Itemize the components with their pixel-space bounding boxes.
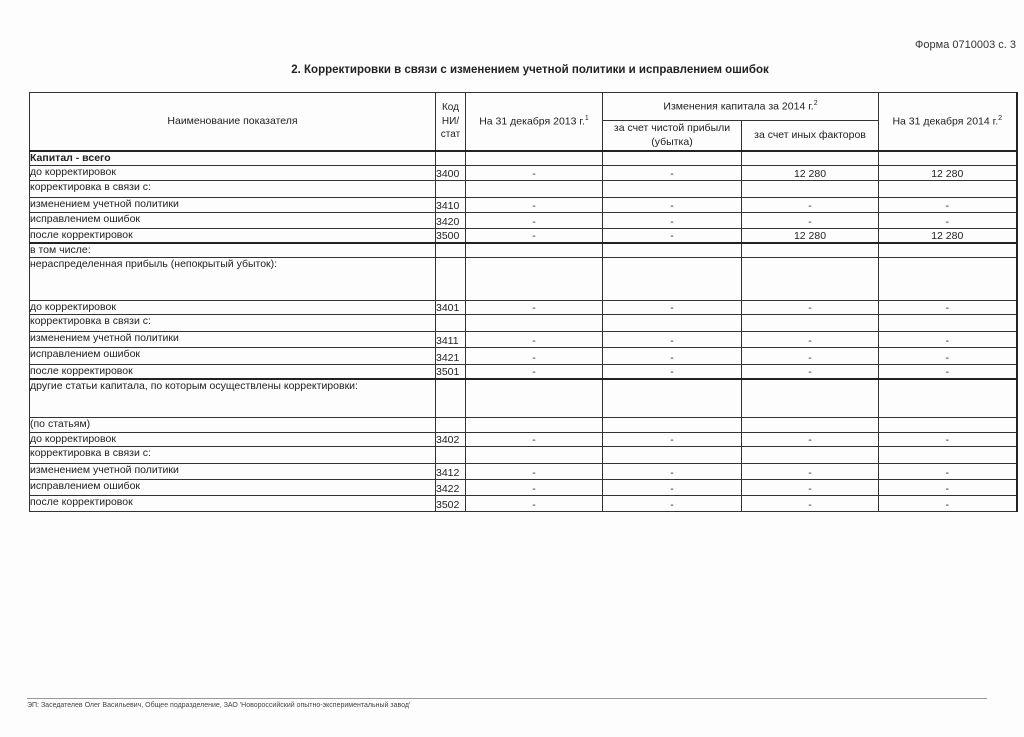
row-label: изменением учетной политики (30, 464, 436, 480)
row-label: после корректировок (30, 496, 436, 512)
row-value: - (603, 165, 742, 180)
row-label: Капитал - всего (30, 151, 436, 166)
row-value: - (603, 464, 742, 480)
row-label: корректировка в связи с: (30, 447, 436, 464)
table-row (30, 496, 1017, 512)
row-code: 3410 (436, 197, 466, 213)
row-value (742, 379, 879, 417)
row-value: - (466, 348, 603, 365)
row-label: до корректировок (30, 432, 436, 447)
row-value: - (879, 332, 1017, 348)
row-value: - (742, 348, 879, 365)
row-value: - (742, 432, 879, 447)
header-other-factors: за счет иных факторов (742, 121, 879, 151)
row-label: после корректировок (30, 364, 436, 379)
table-row (30, 151, 1017, 166)
row-value (466, 379, 603, 417)
row-value (742, 315, 879, 332)
row-value (603, 417, 742, 432)
row-value: - (603, 197, 742, 213)
row-value (879, 417, 1017, 432)
row-value: - (879, 464, 1017, 480)
row-value: - (742, 300, 879, 315)
row-value: - (603, 229, 742, 243)
header-dec2013: На 31 декабря 2013 г.$^1$ (466, 93, 603, 151)
row-value (879, 151, 1017, 166)
row-label: исправлением ошибок (30, 213, 436, 229)
row-label: в том числе: (30, 243, 436, 258)
row-value: - (466, 197, 603, 213)
row-value: - (603, 348, 742, 365)
row-code (436, 315, 466, 332)
header-dec2014: На 31 декабря 2014 г.$^2$ (879, 93, 1017, 151)
row-code (436, 258, 466, 300)
table-row (30, 315, 1017, 332)
row-value: - (879, 364, 1017, 379)
row-value (603, 180, 742, 197)
table-row (30, 480, 1017, 496)
row-value: - (603, 480, 742, 496)
table-row (30, 243, 1017, 258)
row-value: - (742, 480, 879, 496)
table-row (30, 213, 1017, 229)
row-value: - (466, 213, 603, 229)
row-value: 12 280 (879, 165, 1017, 180)
row-code: 3421 (436, 348, 466, 365)
row-value: - (603, 364, 742, 379)
row-value (603, 379, 742, 417)
table-row (30, 300, 1017, 315)
row-value: - (879, 496, 1017, 512)
row-value: - (466, 432, 603, 447)
header-code: Код НИ/ стат (436, 93, 466, 151)
row-code (436, 180, 466, 197)
row-value: - (603, 213, 742, 229)
row-value: - (742, 464, 879, 480)
row-value (603, 258, 742, 300)
table-row (30, 180, 1017, 197)
table-row (30, 364, 1017, 379)
row-label: до корректировок (30, 165, 436, 180)
row-code: 3420 (436, 213, 466, 229)
table-row (30, 379, 1017, 417)
row-value: - (879, 213, 1017, 229)
table-row (30, 258, 1017, 300)
row-code: 3422 (436, 480, 466, 496)
row-value: - (466, 496, 603, 512)
table-row (30, 165, 1017, 180)
row-value: - (466, 300, 603, 315)
document-title: 2. Корректировки в связи с изменением учетной политики и исправлением ошибок (291, 64, 769, 76)
row-value: - (742, 496, 879, 512)
row-value: 12 280 (742, 165, 879, 180)
row-value (603, 151, 742, 166)
row-label: корректировка в связи с: (30, 180, 436, 197)
row-value: - (466, 229, 603, 243)
row-label: изменением учетной политики (30, 332, 436, 348)
row-label: (по статьям) (30, 417, 436, 432)
row-value: - (466, 332, 603, 348)
row-value: - (603, 300, 742, 315)
row-value (603, 315, 742, 332)
table-row (30, 229, 1017, 243)
row-value (879, 258, 1017, 300)
header-net-profit: за счет чистой прибыли (убытка) (603, 121, 742, 151)
row-value: - (742, 213, 879, 229)
row-code: 3400 (436, 165, 466, 180)
footer-divider (27, 698, 987, 699)
row-value: - (603, 332, 742, 348)
row-value: - (879, 300, 1017, 315)
row-code: 3501 (436, 364, 466, 379)
corrections-table (29, 92, 1016, 512)
table-row (30, 348, 1017, 365)
row-value (742, 180, 879, 197)
row-label: исправлением ошибок (30, 480, 436, 496)
row-label: корректировка в связи с: (30, 315, 436, 332)
row-value: - (879, 480, 1017, 496)
row-label: другие статьи капитала, по которым осуществлены корректировки: (30, 379, 436, 417)
row-value: - (603, 432, 742, 447)
row-value (742, 151, 879, 166)
row-value (466, 315, 603, 332)
row-value (466, 417, 603, 432)
row-label: до корректировок (30, 300, 436, 315)
row-value (603, 243, 742, 258)
row-label: после корректировок (30, 229, 436, 243)
row-code (436, 243, 466, 258)
row-code: 3412 (436, 464, 466, 480)
row-value (603, 447, 742, 464)
row-value: - (742, 197, 879, 213)
row-code (436, 417, 466, 432)
row-value: - (879, 432, 1017, 447)
row-value (466, 180, 603, 197)
row-value (879, 447, 1017, 464)
table-row (30, 432, 1017, 447)
row-value (466, 243, 603, 258)
row-value: - (466, 464, 603, 480)
row-code: 3402 (436, 432, 466, 447)
row-value: - (466, 165, 603, 180)
row-value: - (742, 364, 879, 379)
row-value (742, 447, 879, 464)
row-value: 12 280 (879, 229, 1017, 243)
row-value (742, 258, 879, 300)
header-changes-2014: Изменения капитала за 2014 г.$^2$ (603, 93, 879, 121)
row-value: - (742, 332, 879, 348)
table-row (30, 332, 1017, 348)
row-label: изменением учетной политики (30, 197, 436, 213)
table-row (30, 464, 1017, 480)
row-value (879, 243, 1017, 258)
row-value (879, 379, 1017, 417)
row-value (742, 417, 879, 432)
row-label: нераспределенная прибыль (непокрытый убыток): (30, 258, 436, 300)
row-code: 3411 (436, 332, 466, 348)
table-row (30, 417, 1017, 432)
row-code (436, 447, 466, 464)
row-value (742, 243, 879, 258)
row-code (436, 151, 466, 166)
row-value: - (466, 364, 603, 379)
row-code: 3502 (436, 496, 466, 512)
row-code: 3401 (436, 300, 466, 315)
row-value (466, 447, 603, 464)
row-value: - (879, 348, 1017, 365)
row-code (436, 379, 466, 417)
table-row (30, 197, 1017, 213)
row-value: 12 280 (742, 229, 879, 243)
row-value: - (879, 197, 1017, 213)
row-value: - (466, 480, 603, 496)
row-value (466, 151, 603, 166)
row-value (466, 258, 603, 300)
form-code: Форма 0710003 с. 3 (915, 39, 1016, 51)
signature-footer: ЭП: Заседателев Олег Васильевич, Общее подразделение, ЗАО 'Новороссийский опытно-экспериментальный завод' (27, 702, 411, 709)
row-code: 3500 (436, 229, 466, 243)
row-value (879, 315, 1017, 332)
header-name: Наименование показателя (30, 93, 436, 151)
row-value: - (603, 496, 742, 512)
row-label: исправлением ошибок (30, 348, 436, 365)
table-row (30, 447, 1017, 464)
row-value (879, 180, 1017, 197)
